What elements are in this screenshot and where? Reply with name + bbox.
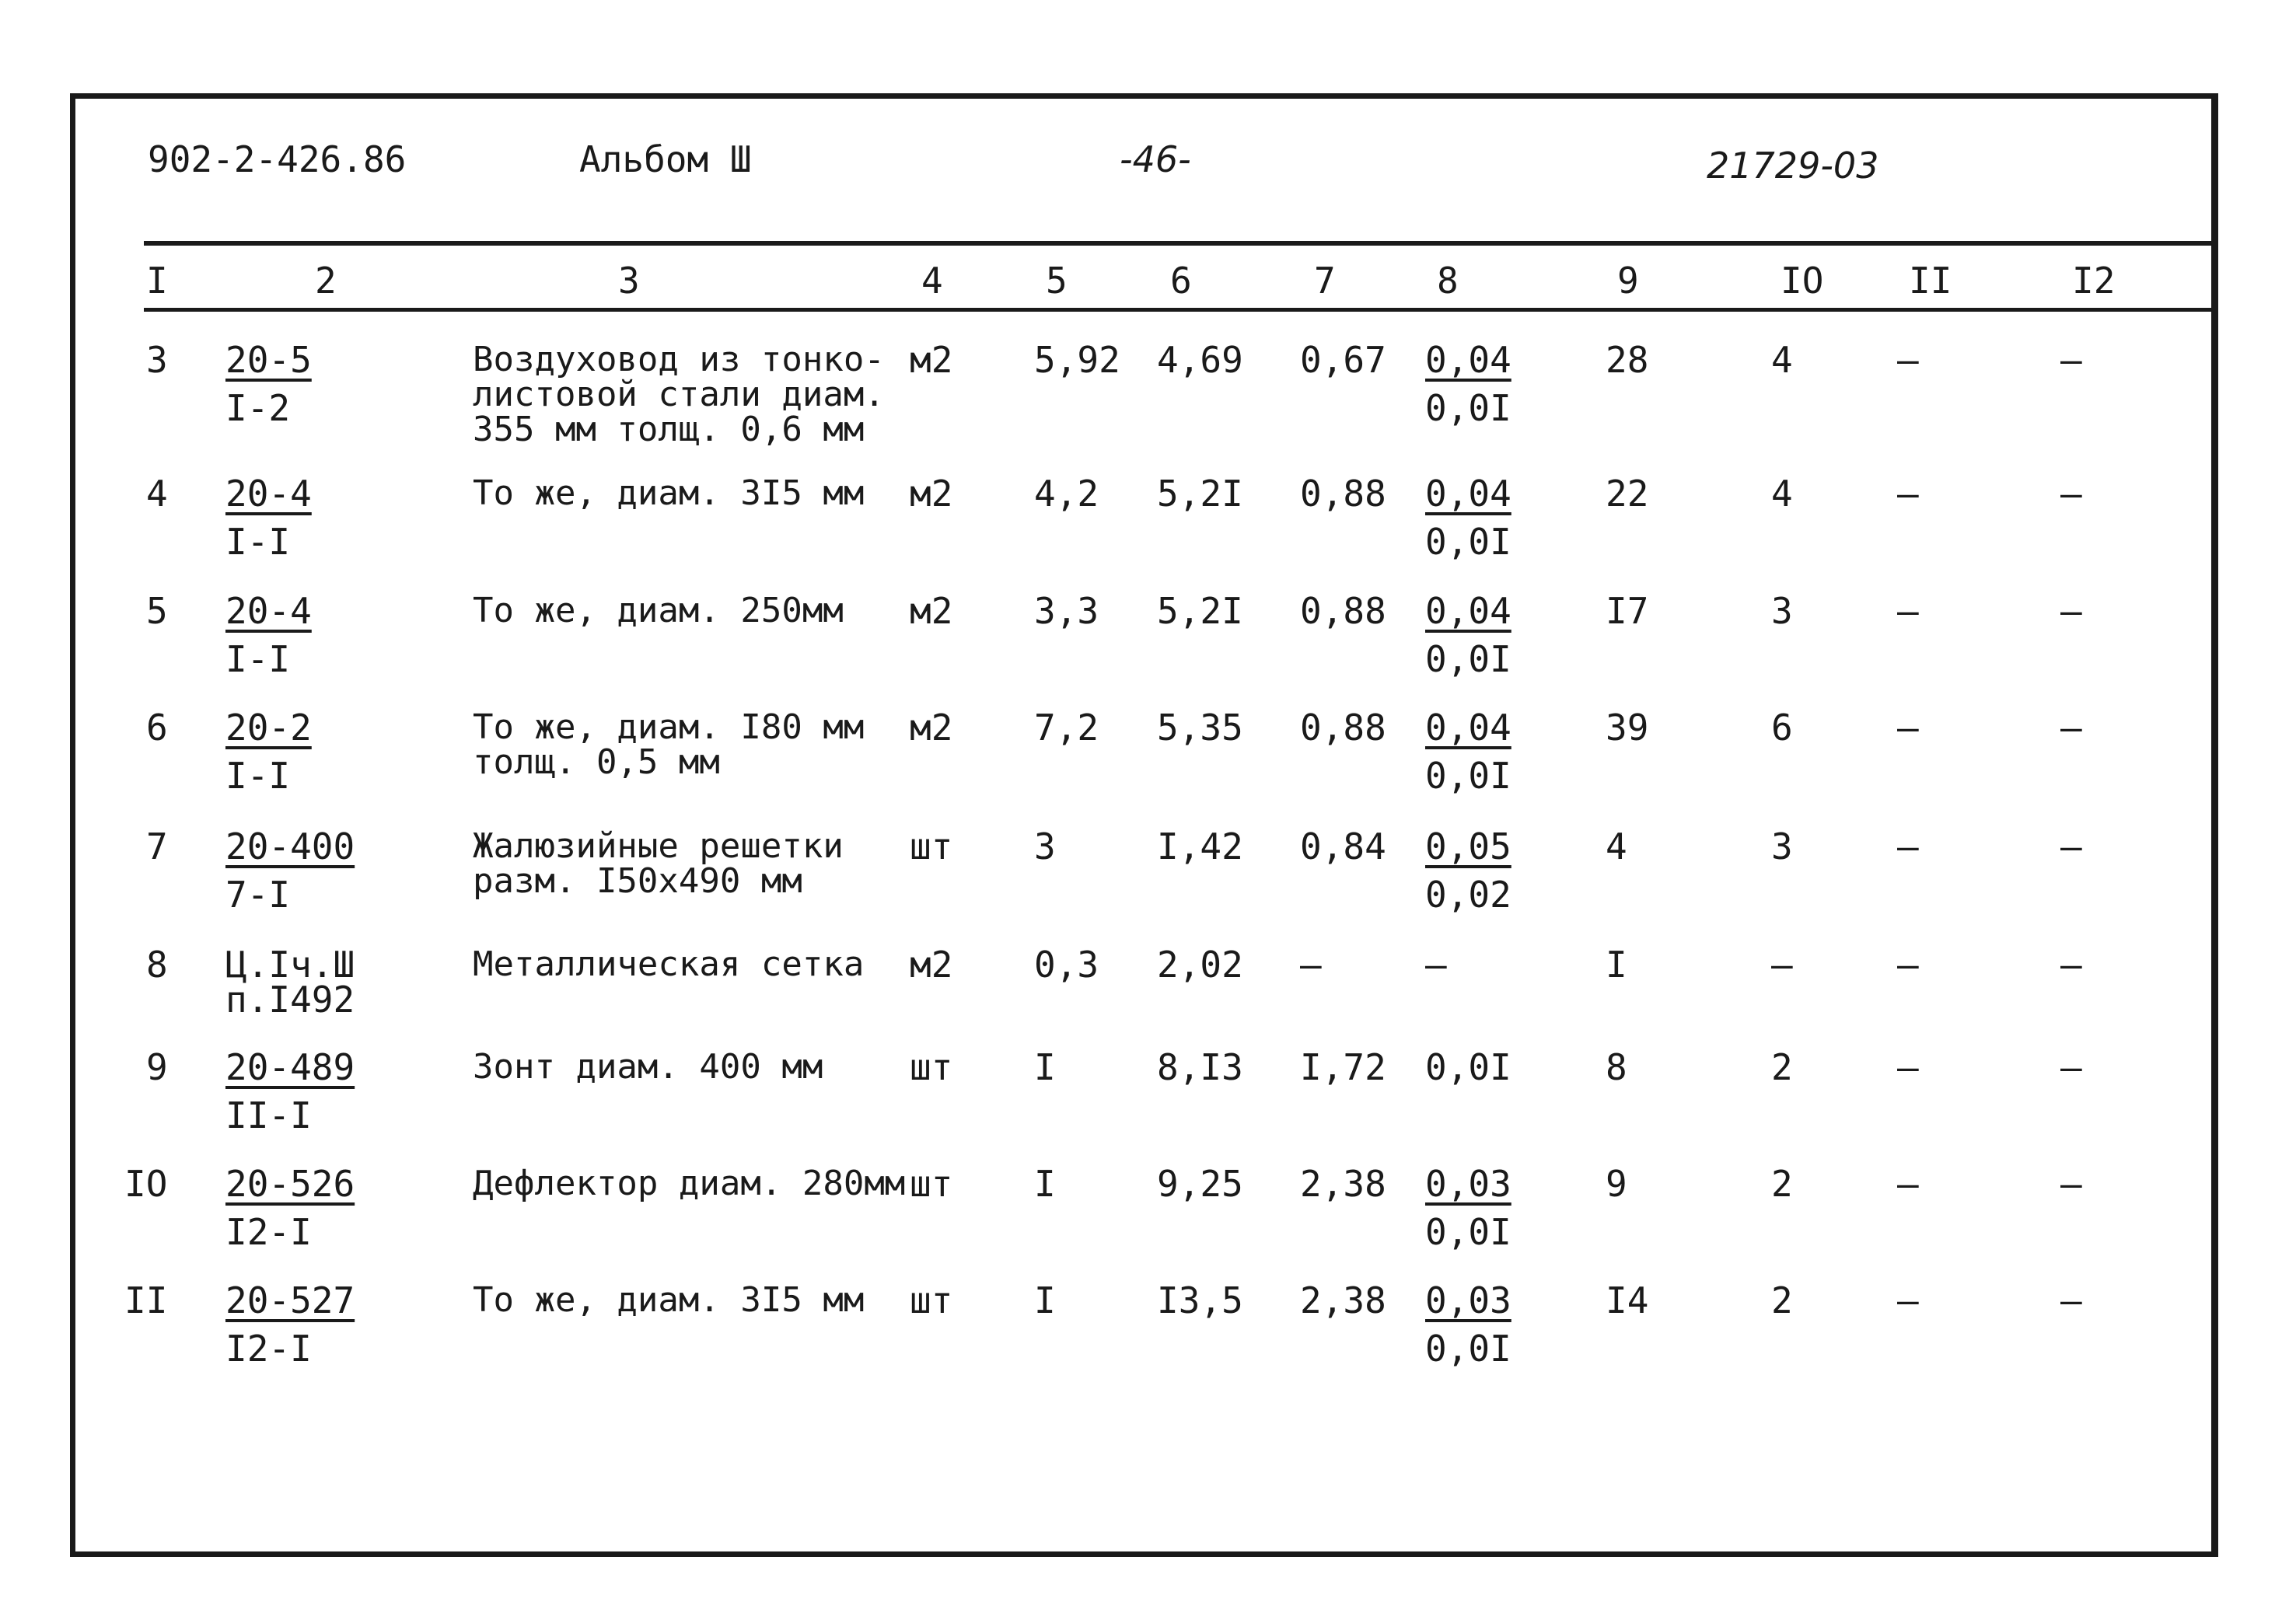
column-number: 3	[618, 260, 640, 302]
col-9-value: I	[1606, 944, 1627, 986]
row-number: 4	[146, 473, 168, 515]
col-6-value: 5,35	[1157, 707, 1243, 749]
header-bottom-rule	[144, 308, 2218, 312]
column-number: I2	[2072, 260, 2116, 302]
unit: шт	[910, 1163, 953, 1205]
col-11-value: –	[1897, 944, 1919, 986]
column-number: 4	[921, 260, 943, 302]
drawing-ref-bottom: I-I	[225, 755, 291, 797]
col-9-value: I7	[1606, 590, 1649, 632]
drawing-ref-top: 20-400	[225, 825, 355, 867]
description-line: листовой стали диам.	[473, 375, 885, 414]
col-5-value: 7,2	[1034, 707, 1099, 749]
col-11-value: –	[1897, 473, 1919, 515]
col-12-value: –	[2060, 1046, 2082, 1088]
col-9-value: 8	[1606, 1046, 1627, 1088]
unit: шт	[910, 1046, 953, 1088]
col-6-value: 5,2I	[1157, 473, 1243, 515]
col-11-value: –	[1897, 1163, 1919, 1205]
col-8-value-top: –	[1425, 944, 1447, 986]
col-9-value: I4	[1606, 1279, 1649, 1321]
col-8-value-top: 0,0I	[1425, 1046, 1511, 1088]
drawing-ref-top: 20-527	[225, 1279, 355, 1321]
col-12-value: –	[2060, 339, 2082, 381]
drawing-ref-top: 20-5	[225, 339, 312, 381]
row-number: 6	[146, 707, 168, 749]
document-code: 902-2-426.86	[148, 138, 407, 180]
col-10-value: 2	[1771, 1279, 1793, 1321]
col-7-value: 0,88	[1300, 590, 1386, 632]
description-line: толщ. 0,5 мм	[473, 742, 720, 782]
drawing-ref-top: 20-2	[225, 707, 312, 749]
col-8-value-top: 0,05	[1425, 825, 1511, 867]
col-6-value: I3,5	[1157, 1279, 1243, 1321]
col-8-value-bottom: 0,0I	[1425, 521, 1511, 563]
col-7-value: 0,88	[1300, 473, 1386, 515]
col-8-value-top: 0,04	[1425, 339, 1511, 381]
col-5-value: 5,92	[1034, 339, 1120, 381]
col-5-value: I	[1034, 1163, 1056, 1205]
col-6-value: 5,2I	[1157, 590, 1243, 632]
col-7-value: I,72	[1300, 1046, 1386, 1088]
col-8-value-top: 0,04	[1425, 473, 1511, 515]
col-8-value-top: 0,03	[1425, 1279, 1511, 1321]
unit: м2	[910, 590, 953, 632]
drawing-ref-bottom: I2-I	[225, 1328, 312, 1370]
col-7-value: 2,38	[1300, 1163, 1386, 1205]
column-number: 7	[1314, 260, 1336, 302]
description-line: То же, диам. I80 мм	[473, 707, 865, 747]
column-number: 8	[1437, 260, 1459, 302]
col-9-value: 28	[1606, 339, 1649, 381]
col-5-value: I	[1034, 1279, 1056, 1321]
col-12-value: –	[2060, 590, 2082, 632]
drawing-ref-top: Ц.Iч.Ш	[225, 944, 355, 986]
description-line: Дефлектор диам. 280мм	[473, 1164, 906, 1203]
column-number: II	[1909, 260, 1952, 302]
col-11-value: –	[1897, 825, 1919, 867]
col-5-value: 3	[1034, 825, 1056, 867]
col-12-value: –	[2060, 1163, 2082, 1205]
column-number: I	[146, 260, 168, 302]
col-7-value: 0,88	[1300, 707, 1386, 749]
item-description	[473, 707, 865, 782]
item-description	[473, 342, 885, 447]
item-description	[473, 826, 844, 901]
album-label: Альбом Ш	[579, 138, 752, 180]
col-10-value: 4	[1771, 339, 1793, 381]
unit: м2	[910, 707, 953, 749]
row-number: 5	[146, 590, 168, 632]
col-11-value: –	[1897, 339, 1919, 381]
col-9-value: 22	[1606, 473, 1649, 515]
description-line: То же, диам. 3I5 мм	[473, 473, 865, 513]
col-7-value: 0,67	[1300, 339, 1386, 381]
drawing-ref-bottom: I-2	[225, 387, 291, 429]
drawing-ref-bottom: I2-I	[225, 1211, 312, 1253]
unit: шт	[910, 825, 953, 867]
col-6-value: 2,02	[1157, 944, 1243, 986]
unit: м2	[910, 473, 953, 515]
col-10-value: 3	[1771, 590, 1793, 632]
col-10-value: 4	[1771, 473, 1793, 515]
row-number: 3	[146, 339, 168, 381]
col-5-value: 4,2	[1034, 473, 1099, 515]
col-5-value: 0,3	[1034, 944, 1099, 986]
col-6-value: 8,I3	[1157, 1046, 1243, 1088]
col-7-value: 2,38	[1300, 1279, 1386, 1321]
unit: м2	[910, 944, 953, 986]
col-8-value-bottom: 0,0I	[1425, 638, 1511, 680]
column-number: 5	[1046, 260, 1068, 302]
col-6-value: 4,69	[1157, 339, 1243, 381]
description-line: То же, диам. 3I5 мм	[473, 1280, 865, 1320]
col-9-value: 9	[1606, 1163, 1627, 1205]
row-number: IO	[124, 1163, 168, 1205]
sheet-code: 21729-03	[1707, 145, 1879, 187]
item-description	[473, 1047, 823, 1087]
row-number: 9	[146, 1046, 168, 1088]
col-6-value: 9,25	[1157, 1163, 1243, 1205]
column-number: 6	[1170, 260, 1192, 302]
col-8-value-bottom: 0,02	[1425, 874, 1511, 916]
row-number: II	[124, 1279, 168, 1321]
col-9-value: 39	[1606, 707, 1649, 749]
col-8-value-top: 0,03	[1425, 1163, 1511, 1205]
col-8-value-bottom: 0,0I	[1425, 755, 1511, 797]
unit: м2	[910, 339, 953, 381]
description-line: То же, диам. 250мм	[473, 591, 844, 630]
item-description	[473, 593, 844, 628]
col-10-value: 2	[1771, 1046, 1793, 1088]
col-8-value-bottom: 0,0I	[1425, 1211, 1511, 1253]
drawing-ref-bottom: п.I492	[225, 979, 355, 1021]
column-number: 2	[315, 260, 337, 302]
col-8-value-top: 0,04	[1425, 707, 1511, 749]
column-number: 9	[1617, 260, 1639, 302]
item-description	[473, 473, 865, 513]
row-number: 8	[146, 944, 168, 986]
col-11-value: –	[1897, 590, 1919, 632]
description-line: Металлическая сетка	[473, 944, 865, 984]
drawing-ref-bottom: I-I	[225, 521, 291, 563]
col-9-value: 4	[1606, 825, 1627, 867]
drawing-ref-bottom: 7-I	[225, 874, 291, 916]
page-frame	[70, 93, 2218, 1557]
col-12-value: –	[2060, 707, 2082, 749]
col-8-value-bottom: 0,0I	[1425, 1328, 1511, 1370]
col-12-value: –	[2060, 1279, 2082, 1321]
description-line: разм. I50х490 мм	[473, 861, 802, 901]
col-7-value: 0,84	[1300, 825, 1386, 867]
col-12-value: –	[2060, 473, 2082, 515]
col-6-value: I,42	[1157, 825, 1243, 867]
row-number: 7	[146, 825, 168, 867]
description-line: Зонт диам. 400 мм	[473, 1047, 823, 1087]
description-line: Жалюзийные решетки	[473, 826, 844, 866]
col-8-value-top: 0,04	[1425, 590, 1511, 632]
drawing-ref-top: 20-4	[225, 473, 312, 515]
unit: шт	[910, 1279, 953, 1321]
item-description	[473, 1280, 865, 1320]
drawing-ref-top: 20-526	[225, 1163, 355, 1205]
item-description	[473, 944, 865, 984]
page-number: -46-	[1120, 138, 1191, 180]
drawing-ref-bottom: II-I	[225, 1094, 312, 1136]
drawing-ref-top: 20-489	[225, 1046, 355, 1088]
col-10-value: 3	[1771, 825, 1793, 867]
description-line: Воздуховод из тонко-	[473, 340, 885, 379]
drawing-ref-top: 20-4	[225, 590, 312, 632]
col-8-value-bottom: 0,0I	[1425, 387, 1511, 429]
col-11-value: –	[1897, 1046, 1919, 1088]
drawing-ref-bottom: I-I	[225, 638, 291, 680]
col-10-value: 2	[1771, 1163, 1793, 1205]
item-description	[473, 1166, 905, 1201]
col-10-value: 6	[1771, 707, 1793, 749]
col-12-value: –	[2060, 825, 2082, 867]
col-11-value: –	[1897, 707, 1919, 749]
description-line: 355 мм толщ. 0,6 мм	[473, 410, 865, 449]
col-7-value: –	[1300, 944, 1322, 986]
col-5-value: I	[1034, 1046, 1056, 1088]
col-11-value: –	[1897, 1279, 1919, 1321]
col-5-value: 3,3	[1034, 590, 1099, 632]
col-12-value: –	[2060, 944, 2082, 986]
column-number: IO	[1781, 260, 1824, 302]
header-top-rule	[144, 241, 2218, 246]
col-10-value: –	[1771, 944, 1793, 986]
